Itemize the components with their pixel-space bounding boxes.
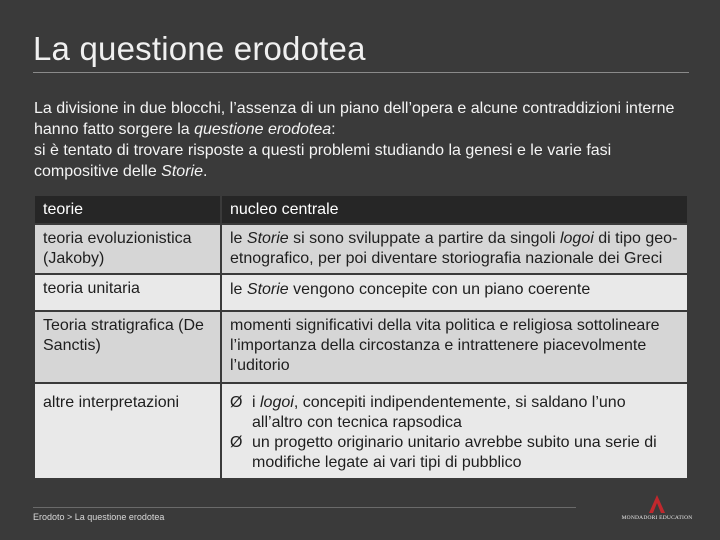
table-row [34, 311, 688, 383]
bullet-text: , concepiti indipendentemente, si saldano l’uno all’altro con tecnica rapsodica [252, 394, 626, 431]
core-cell: momenti significativi della vita politica e religiosa sottolineare l’importanza della circostanza e intrattenere piacevolmente l’uditorio [221, 311, 688, 383]
interpretations-list [230, 393, 680, 473]
intro-paragraph-2 [34, 140, 694, 182]
arrow-bullet-icon: Ø [230, 434, 243, 451]
core-emphasis: logoi [559, 230, 594, 247]
intro-p1-text: La divisione in due blocchi, l’assenza di un piano dell’opera e alcune contraddizioni interne hanno fatto sorgere la [34, 100, 675, 138]
core-text: le [230, 230, 247, 247]
header-theories: teorie [34, 195, 221, 224]
intro-text [34, 98, 694, 182]
core-cell [221, 383, 688, 479]
footer-divider [33, 507, 576, 508]
list-item [230, 433, 680, 473]
bullet-text: i [252, 394, 260, 411]
title-divider [33, 72, 689, 73]
arrow-bullet-icon: Ø [230, 394, 243, 411]
bullet-text: un progetto originario unitario avrebbe subito una serie di modifiche legate ai vari tipi di pubblico [252, 434, 657, 471]
bullet-emphasis: logoi [260, 394, 294, 411]
theory-cell: teoria unitaria [34, 274, 221, 311]
intro-p1-punct: : [331, 121, 336, 138]
table-row [34, 224, 688, 274]
core-cell [221, 274, 688, 311]
intro-p1-emphasis: questione erodotea [194, 121, 332, 138]
core-emphasis: Storie [246, 230, 289, 247]
core-text: vengono concepite con un piano coerente [288, 281, 591, 298]
theory-cell: teoria evoluzionistica (Jakoby) [34, 224, 221, 274]
theory-cell: Teoria stratigrafica (De Sanctis) [34, 311, 221, 383]
theory-cell: altre interpretazioni [34, 383, 221, 479]
table-header-row [34, 195, 688, 224]
intro-p2-punct: . [202, 163, 208, 180]
core-text: le [230, 281, 247, 298]
core-emphasis: Storie [246, 281, 289, 298]
publisher-logo [612, 495, 702, 525]
core-cell [221, 224, 688, 274]
list-item [230, 393, 680, 433]
slide-title: La questione erodotea [33, 30, 366, 67]
core-text: si sono sviluppate a partire da singoli [288, 230, 560, 247]
theories-table [33, 194, 689, 480]
intro-paragraph-1 [34, 98, 694, 140]
logo-text: MONDADORI EDUCATION [621, 515, 693, 521]
intro-p2-text: si è tentato di trovare risposte a questi problemi studiando la genesi e le varie fasi compositive delle [34, 142, 612, 180]
mondadori-logo-icon [649, 495, 665, 513]
table-row [34, 383, 688, 479]
footer-breadcrumb: Erodoto > La questione erodotea [33, 512, 165, 522]
header-core: nucleo centrale [221, 195, 688, 224]
core-text: di tipo geo-etnografico, per poi diventare storiografia nazionale dei Greci [230, 230, 678, 267]
intro-p2-emphasis: Storie [161, 163, 203, 180]
table-row [34, 274, 688, 311]
